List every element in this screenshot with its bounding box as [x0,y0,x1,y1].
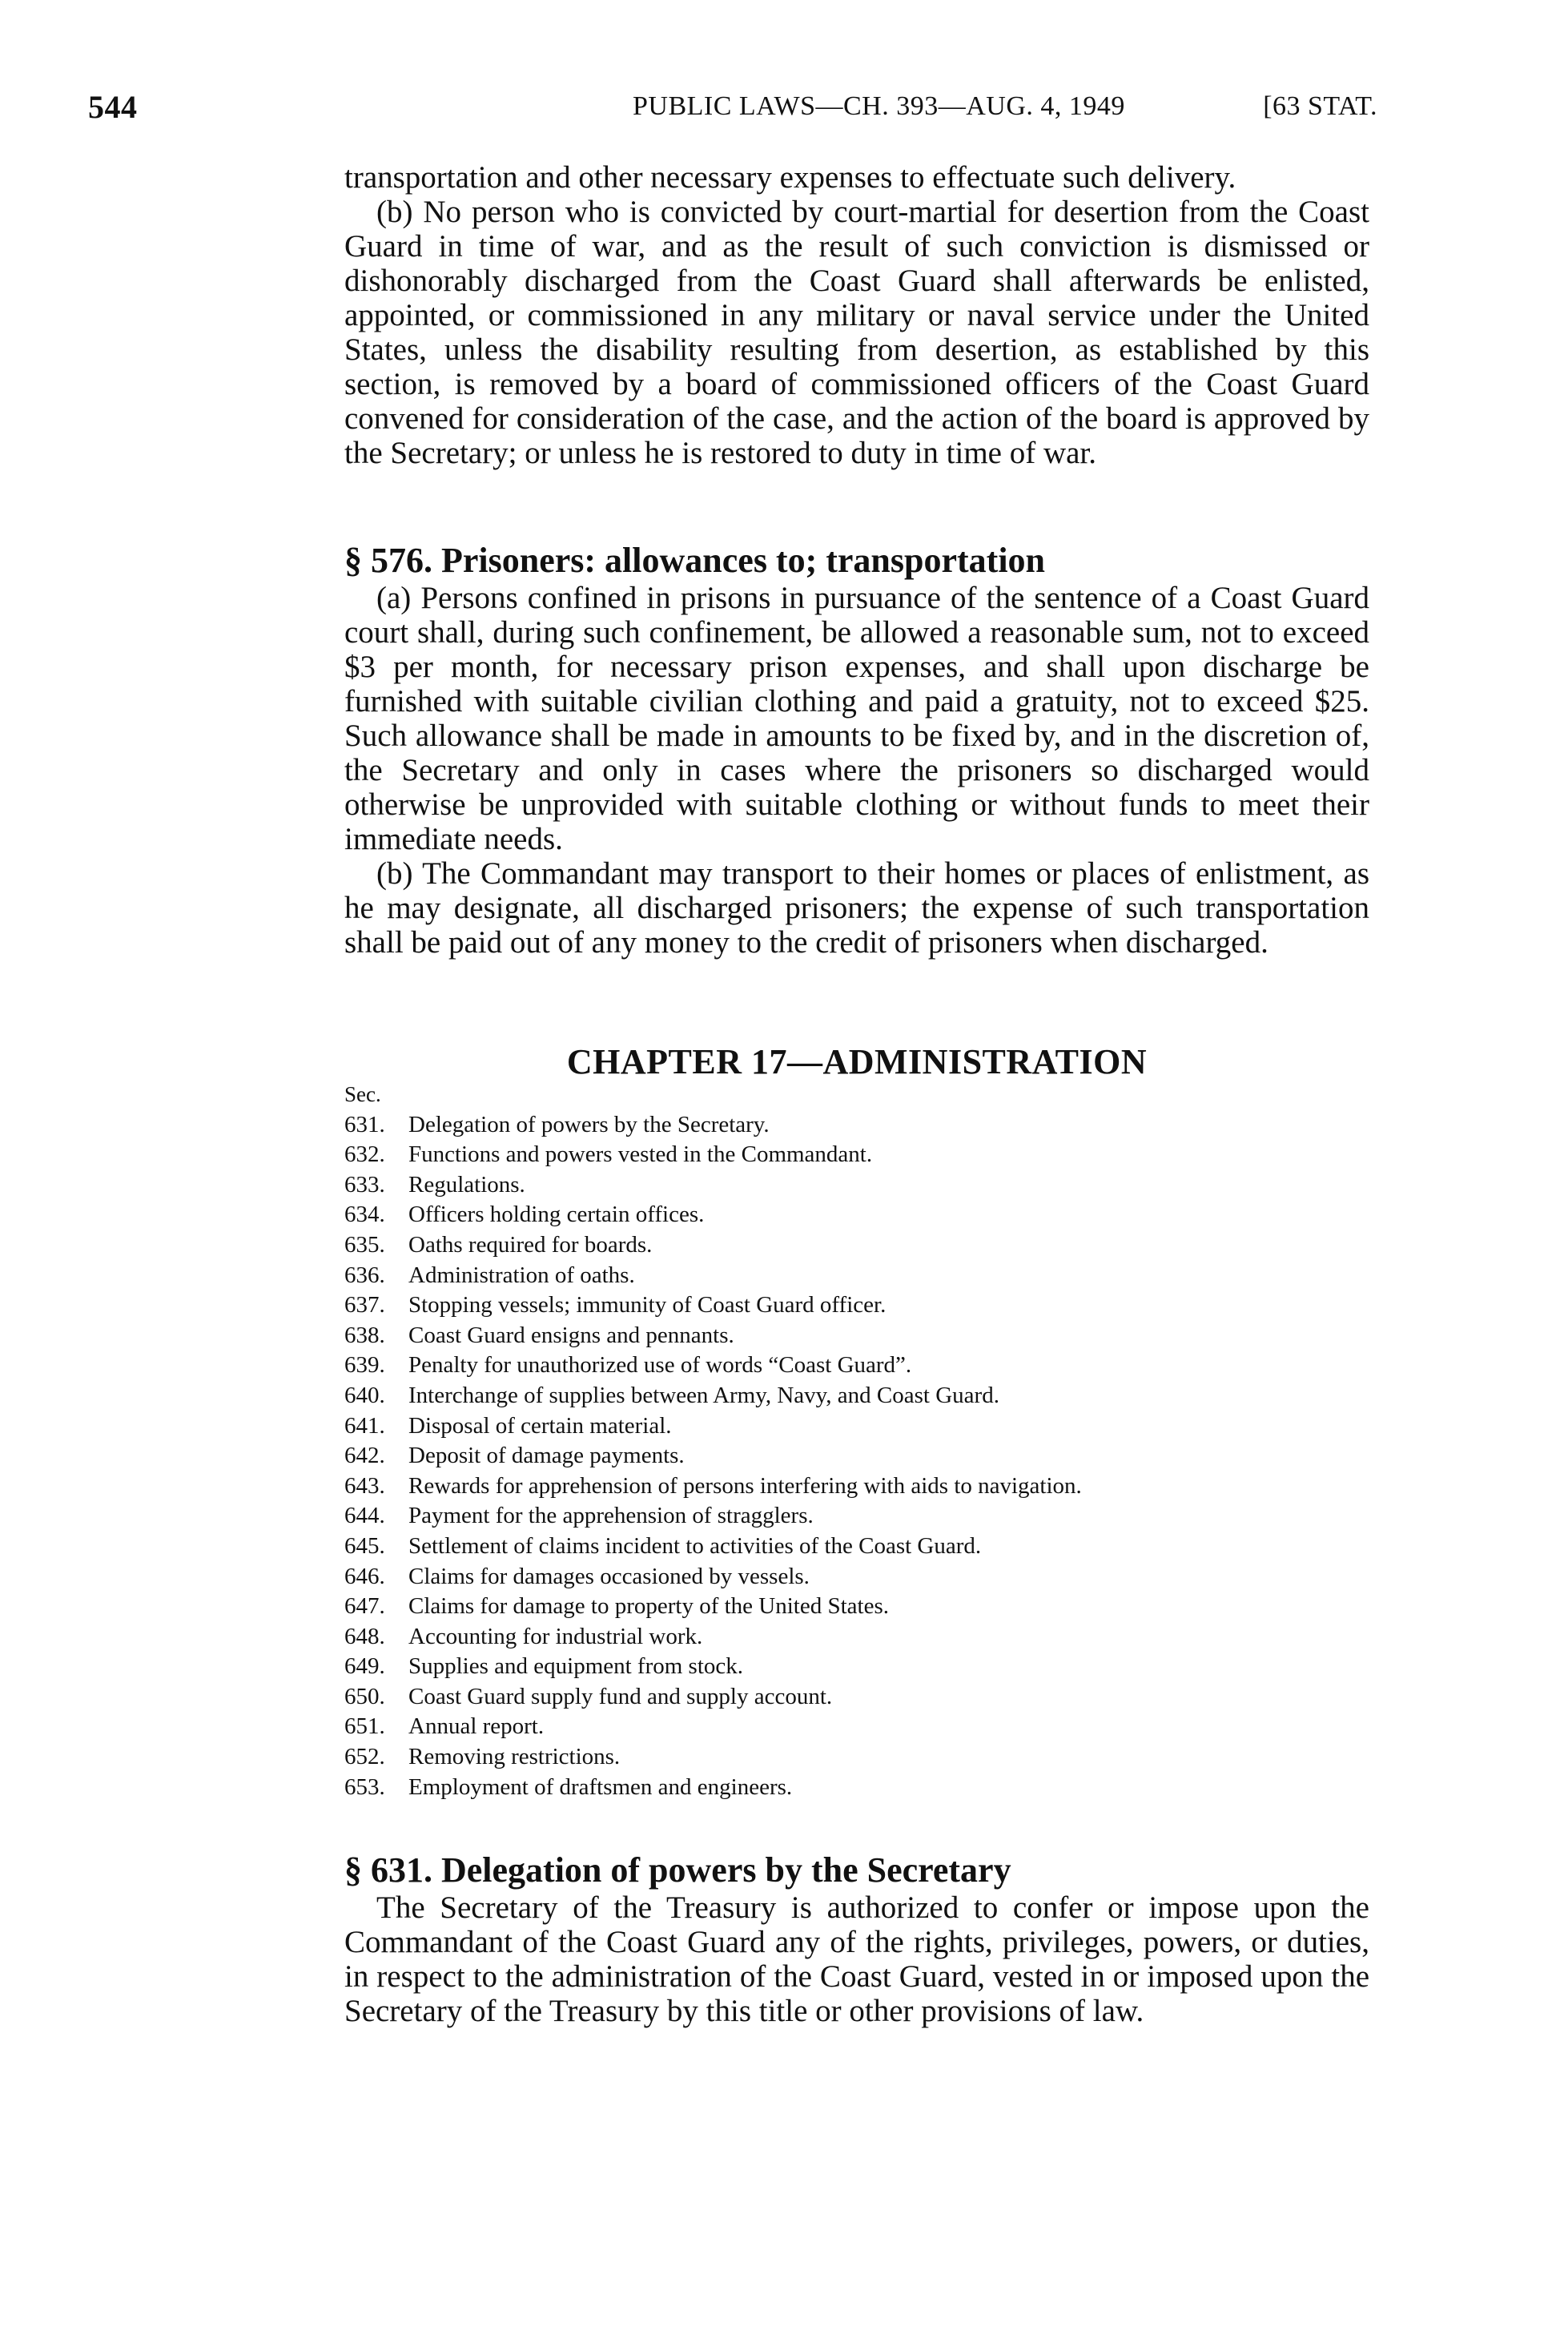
toc-item-title: Claims for damages occasioned by vessels. [408,1563,810,1589]
section-631 [344,1850,1369,2028]
toc-item-number: 647. [344,1593,385,1620]
toc-item-title: Coast Guard ensigns and pennants. [408,1322,734,1348]
toc-item-number: 644. [344,1503,385,1529]
toc-item [344,1652,1369,1682]
toc-item [344,1471,1369,1502]
toc-item-number: 643. [344,1472,385,1499]
toc-item-title: Functions and powers vested in the Commandant. [408,1141,873,1168]
toc-item-title: Annual report. [408,1713,545,1740]
paragraph-b-desertion: (b) No person who is convicted by court-martial for desertion from the Coast Guard in time of war, and as the result of such conviction is dismissed or dishonorably discharged from the Coast Guard shall afterwards be enlisted, appointed, or commissioned in any military or naval service under the United States, unless the disability resulting from desertion, as established by this section, is removed by a board of commissioned officers of the Coast Guard convened for consideration of the case, and the action of the board is approved by the Secretary; or unless he is restored to duty in time of war. [344,195,1369,470]
section-576 [344,541,1369,960]
toc-item-title: Stopping vessels; immunity of Coast Guard officer. [408,1292,887,1318]
toc-item [344,1441,1369,1471]
toc-item [344,1562,1369,1592]
toc-item [344,1742,1369,1773]
toc-item [344,1140,1369,1170]
section-576-paragraph-a: (a) Persons confined in prisons in pursuance of the sentence of a Coast Guard court shall, during such confinement, be allowed a reasonable sum, not to exceed $3 per month, for necessary prison expenses, and shall upon discharge be furnished with suitable civilian clothing and paid a gratuity, not to exceed $25. Such allowance shall be made in amounts to be fixed by, and in the discretion of, the Secretary and only in cases where the prisoners so discharged would otherwise be unprovided with suitable clothing or without funds to meet their immediate needs. [344,581,1369,856]
toc-item [344,1290,1369,1321]
toc-item [344,1532,1369,1562]
toc-item-title: Employment of draftsmen and engineers. [408,1773,793,1800]
toc-sec-label: Sec. [344,1082,381,1106]
toc-item-number: 634. [344,1202,385,1228]
toc-item [344,1682,1369,1713]
toc-item-number: 651. [344,1713,385,1740]
toc-item-title: Administration of oaths. [408,1262,635,1288]
toc-item-number: 642. [344,1443,385,1469]
toc-item [344,1501,1369,1532]
page-number: 544 [88,89,138,125]
toc-item-number: 632. [344,1141,385,1168]
toc-item [344,1200,1369,1230]
toc-item [344,1230,1369,1261]
chapter-17-table-of-contents [344,1080,1369,1802]
toc-item-number: 648. [344,1623,385,1649]
toc-item-number: 639. [344,1352,385,1379]
paragraph-continuation: transportation and other necessary expenses to effectuate such delivery. [344,160,1236,195]
toc-item-number: 649. [344,1653,385,1680]
chapter-17-title: CHAPTER 17—ADMINISTRATION [566,1042,1148,1081]
toc-item-number: 640. [344,1382,385,1408]
toc-item-title: Coast Guard supply fund and supply account. [408,1683,833,1709]
toc-item [344,1351,1369,1381]
toc-item-number: 653. [344,1773,385,1800]
section-631-text: The Secretary of the Treasury is authorized to confer or impose upon the Commandant of the Coast Guard any of the rights, privileges, powers, or duties, in respect to the administration of the Coast Guard, vested in or imposed upon the Secretary of the Treasury by this title or other provisions of law. [344,1890,1369,2028]
toc-item [344,1592,1369,1622]
toc-item-title: Payment for the apprehension of stragglers. [408,1503,814,1529]
section-576-paragraph-b: (b) The Commandant may transport to their homes or places of enlistment, as he may designate, all discharged prisoners; the expense of such transportation shall be paid out of any money to the credit of prisoners when discharged. [344,856,1369,960]
toc-item [344,1170,1369,1201]
toc-item-number: 645. [344,1532,385,1559]
toc-item-title: Oaths required for boards. [408,1231,653,1258]
toc-item-title: Removing restrictions. [408,1744,621,1770]
toc-item-number: 646. [344,1563,385,1589]
toc-item-title: Claims for damage to property of the United States. [408,1593,889,1620]
toc-item-number: 637. [344,1292,385,1318]
toc-item-title: Supplies and equipment from stock. [408,1653,744,1680]
toc-item [344,1321,1369,1351]
toc-item [344,1110,1369,1141]
toc-item-title: Delegation of powers by the Secretary. [408,1111,770,1137]
running-head: PUBLIC LAWS—CH. 393—AUG. 4, 1949 [633,91,1125,121]
toc-item [344,1773,1369,1803]
section-576-heading: § 576. Prisoners: allowances to; transportation [344,541,1046,580]
toc-item-number: 635. [344,1231,385,1258]
statute-reference: [63 STAT. [1263,91,1377,121]
toc-item [344,1622,1369,1653]
toc-item-title: Accounting for industrial work. [408,1623,703,1649]
toc-item-title: Rewards for apprehension of persons interfering with aids to navigation. [408,1472,1082,1499]
toc-item [344,1712,1369,1742]
toc-item-number: 631. [344,1111,385,1137]
toc-item-number: 633. [344,1171,385,1198]
toc-item-title: Officers holding certain offices. [408,1202,705,1228]
toc-item [344,1381,1369,1411]
toc-item [344,1261,1369,1291]
section-631-heading: § 631. Delegation of powers by the Secretary [344,1850,1011,1890]
toc-item-number: 641. [344,1412,385,1439]
toc-item-number: 652. [344,1744,385,1770]
toc-item-title: Penalty for unauthorized use of words “Coast Guard”. [408,1352,912,1379]
toc-item-title: Regulations. [408,1171,525,1198]
toc-item-title: Settlement of claims incident to activities of the Coast Guard. [408,1532,982,1559]
toc-item [344,1411,1369,1442]
toc-item-number: 650. [344,1683,385,1709]
continuation-text [344,160,1369,470]
toc-item-title: Deposit of damage payments. [408,1443,685,1469]
toc-item-title: Interchange of supplies between Army, Navy, and Coast Guard. [408,1382,999,1408]
toc-item-number: 638. [344,1322,385,1348]
page-header [88,88,1377,128]
toc-item-number: 636. [344,1262,385,1288]
toc-item-title: Disposal of certain material. [408,1412,672,1439]
